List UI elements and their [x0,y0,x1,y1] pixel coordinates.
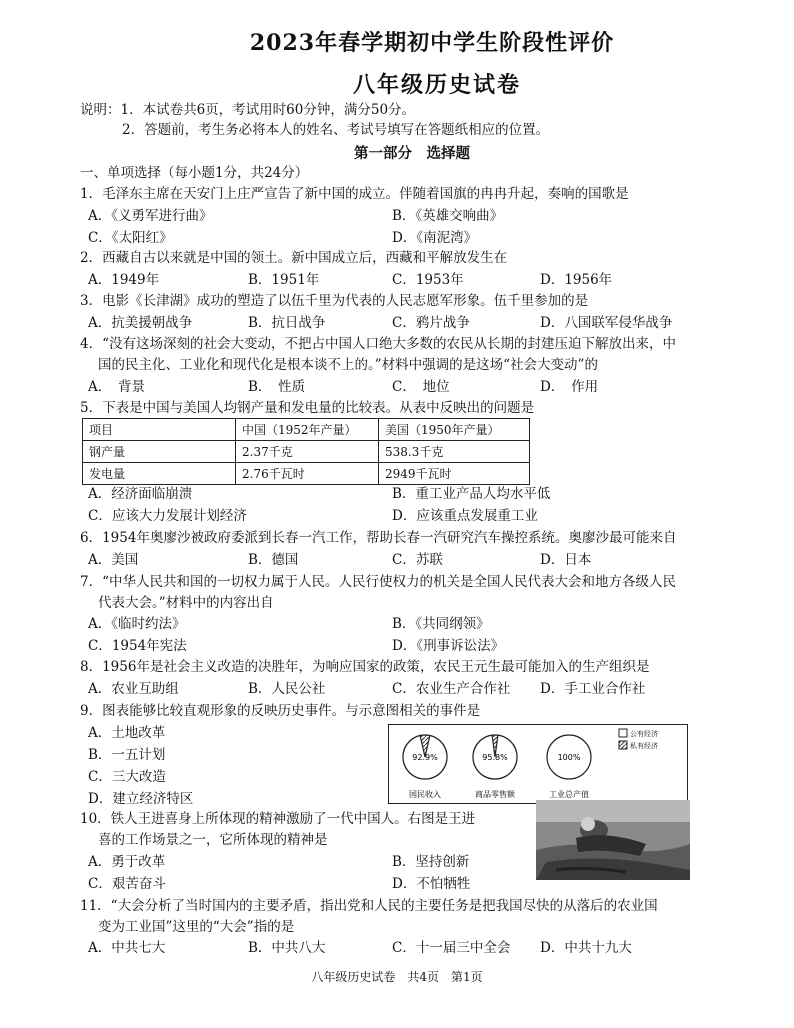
question-4-stem-line-2: 国的民主化、工业化和现代化是根本谈不上的。”材料中强调的是这场“社会大变动”的 [98,357,598,373]
q6-option-b: B．德国 [248,552,299,568]
q11-option-c: C．十一届三中全会 [392,940,511,956]
pie-3-value-label: 100% [557,753,581,762]
q8-option-b: B．人民公社 [248,681,326,697]
table-cell: 538.3千克 [379,441,530,463]
question-4-stem-line-1: 4．“没有这场深刻的社会大变动，不把占中国人口绝大多数的农民从长期的封建压迫下解放出来，中 [80,336,676,352]
legend-label-public: 公有经济 [630,730,658,738]
table-cell: 发电量 [83,463,236,485]
q7-option-d: D．《刑事诉讼法》 [392,638,505,654]
q5-option-d: D．应该重点发展重工业 [392,508,538,524]
q4-option-a: A． 背景 [88,379,145,395]
table-header-cell: 项目 [83,419,236,441]
q9-option-b: B．一五计划 [88,747,166,763]
pie-3-category-label: 工业总产值 [549,790,589,799]
q10-option-c: C．艰苦奋斗 [88,876,166,892]
question-7-stem-line-1: 7．“中华人民共和国的一切权力属于人民。人民行使权力的机关是全国人民代表大会和地方各级人民 [80,574,676,590]
table-header-cell: 中国（1952年产量） [236,419,379,441]
legend-swatch-public [619,729,627,737]
q5-option-a: A．经济面临崩溃 [88,486,193,502]
pie-1-category-label: 国民收入 [409,790,441,799]
q9-option-a: A．土地改革 [88,725,166,741]
q7-option-a: A．《临时约法》 [88,616,186,632]
q9-option-d: D．建立经济特区 [88,791,194,807]
question-2-stem: 2．西藏自古以来就是中国的领土。新中国成立后，西藏和平解放发生在 [80,250,508,266]
q1-option-d: D．《南泥湾》 [392,230,478,246]
q4-option-d: D． 作用 [540,379,599,395]
q5-option-c: C．应该大力发展计划经济 [88,508,247,524]
section-heading: 一、单项选择（每小题1分，共24分） [80,165,309,181]
pie-2-category-label: 商品零售额 [475,790,515,799]
q7-option-c: C．1954年宪法 [88,638,187,654]
q11-option-a: A．中共七大 [88,940,166,956]
q2-option-d: D．1956年 [540,272,613,288]
ownership-pie-figure [388,724,688,804]
q6-option-d: D．日本 [540,552,592,568]
q3-option-d: D．八国联军侵华战争 [540,315,673,331]
q11-option-d: D．中共十九大 [540,940,632,956]
q1-option-b: B．《英雄交响曲》 [392,208,504,224]
q9-option-c: C．三大改造 [88,769,166,785]
question-11-stem-line-1: 11．“大会分析了当时国内的主要矛盾，指出党和人民的主要任务是把我国尽快的从落后的农业国 [80,898,658,914]
pie-charts-svg [389,725,687,803]
q1-option-c: C．《太阳红》 [88,230,173,246]
q3-option-c: C．鸦片战争 [392,315,470,331]
wang-jinxi-photo [536,800,690,880]
page-footer: 八年级历史试卷 共4页 第1页 [311,970,483,984]
comparison-table [82,418,530,485]
q10-option-b: B．坚持创新 [392,854,470,870]
question-10-stem-line-2: 喜的工作场景之一，它所体现的精神是 [98,832,328,848]
q4-option-b: B． 性质 [248,379,306,395]
q2-option-b: B．1951年 [248,272,320,288]
q3-option-a: A．抗美援朝战争 [88,315,193,331]
table-cell: 2.76千瓦时 [236,463,379,485]
q3-option-b: B．抗日战争 [248,315,326,331]
question-3-stem: 3．电影《长津湖》成功的塑造了以伍千里为代表的人民志愿军形象。伍千里参加的是 [80,293,589,309]
q10-option-a: A．勇于改革 [88,854,166,870]
q6-option-c: C．苏联 [392,552,443,568]
question-1-stem: 1．毛泽东主席在天安门上庄严宣告了新中国的成立。伴随着国旗的冉冉升起，奏响的国歌是 [80,186,629,202]
question-9-stem: 9．图表能够比较直观形象的反映历史事件。与示意图相关的事件是 [80,703,481,719]
q5-option-b: B．重工业产品人均水平低 [392,486,551,502]
table-header-cell: 美国（1950年产量） [379,419,530,441]
q11-option-b: B．中共八大 [248,940,326,956]
table-cell: 2.37千克 [236,441,379,463]
question-5-stem: 5．下表是中国与美国人均钢产量和发电量的比较表。从表中反映出的问题是 [80,400,535,416]
q7-option-b: B．《共同纲领》 [392,616,490,632]
q1-option-a: A．《义勇军进行曲》 [88,208,213,224]
note-2: 2．答题前，考生务必将本人的姓名、考试号填写在答题纸相应的位置。 [122,122,550,138]
question-6-stem: 6．1954年奥廖沙被政府委派到长春一汽工作，帮助长春一汽研究汽车操控系统。奥廖沙最可能来自 [80,530,677,546]
part-one-heading: 第一部分 选择题 [354,145,470,162]
q8-option-c: C．农业生产合作社 [392,681,511,697]
table-cell: 钢产量 [83,441,236,463]
q8-option-d: D．手工业合作社 [540,681,646,697]
table-cell: 2949千瓦时 [379,463,530,485]
table-row [83,463,530,485]
exam-subtitle: 八年级历史试卷 [352,72,521,98]
exam-title: 2023年春学期初中学生阶段性评价 [249,30,615,56]
pie-2-value-label: 95.8% [482,753,508,762]
table-row [83,441,530,463]
q8-option-a: A．农业互助组 [88,681,179,697]
q4-option-c: C． 地位 [392,379,450,395]
legend-swatch-private [619,741,627,749]
question-8-stem: 8．1956年是社会主义改造的决胜年，为响应国家的政策，农民王元生最可能加入的生产组织是 [80,659,650,675]
legend-label-private: 私有经济 [630,742,658,750]
table-header-row [83,419,530,441]
question-10-stem-line-1: 10．铁人王进喜身上所体现的精神激励了一代中国人。右图是王进 [80,811,476,827]
question-11-stem-line-2: 变为工业国”这里的“大会”指的是 [98,919,295,935]
q2-option-a: A．1949年 [88,272,160,288]
q6-option-a: A．美国 [88,552,139,568]
q10-option-d: D．不怕牺牲 [392,876,471,892]
note-1: 说明：1．本试卷共6页，考试用时60分钟，满分50分。 [80,102,416,118]
pie-1-value-label: 92.9% [412,753,438,762]
q2-option-c: C．1953年 [392,272,464,288]
question-7-stem-line-2: 代表大会。”材料中的内容出自 [98,595,274,611]
